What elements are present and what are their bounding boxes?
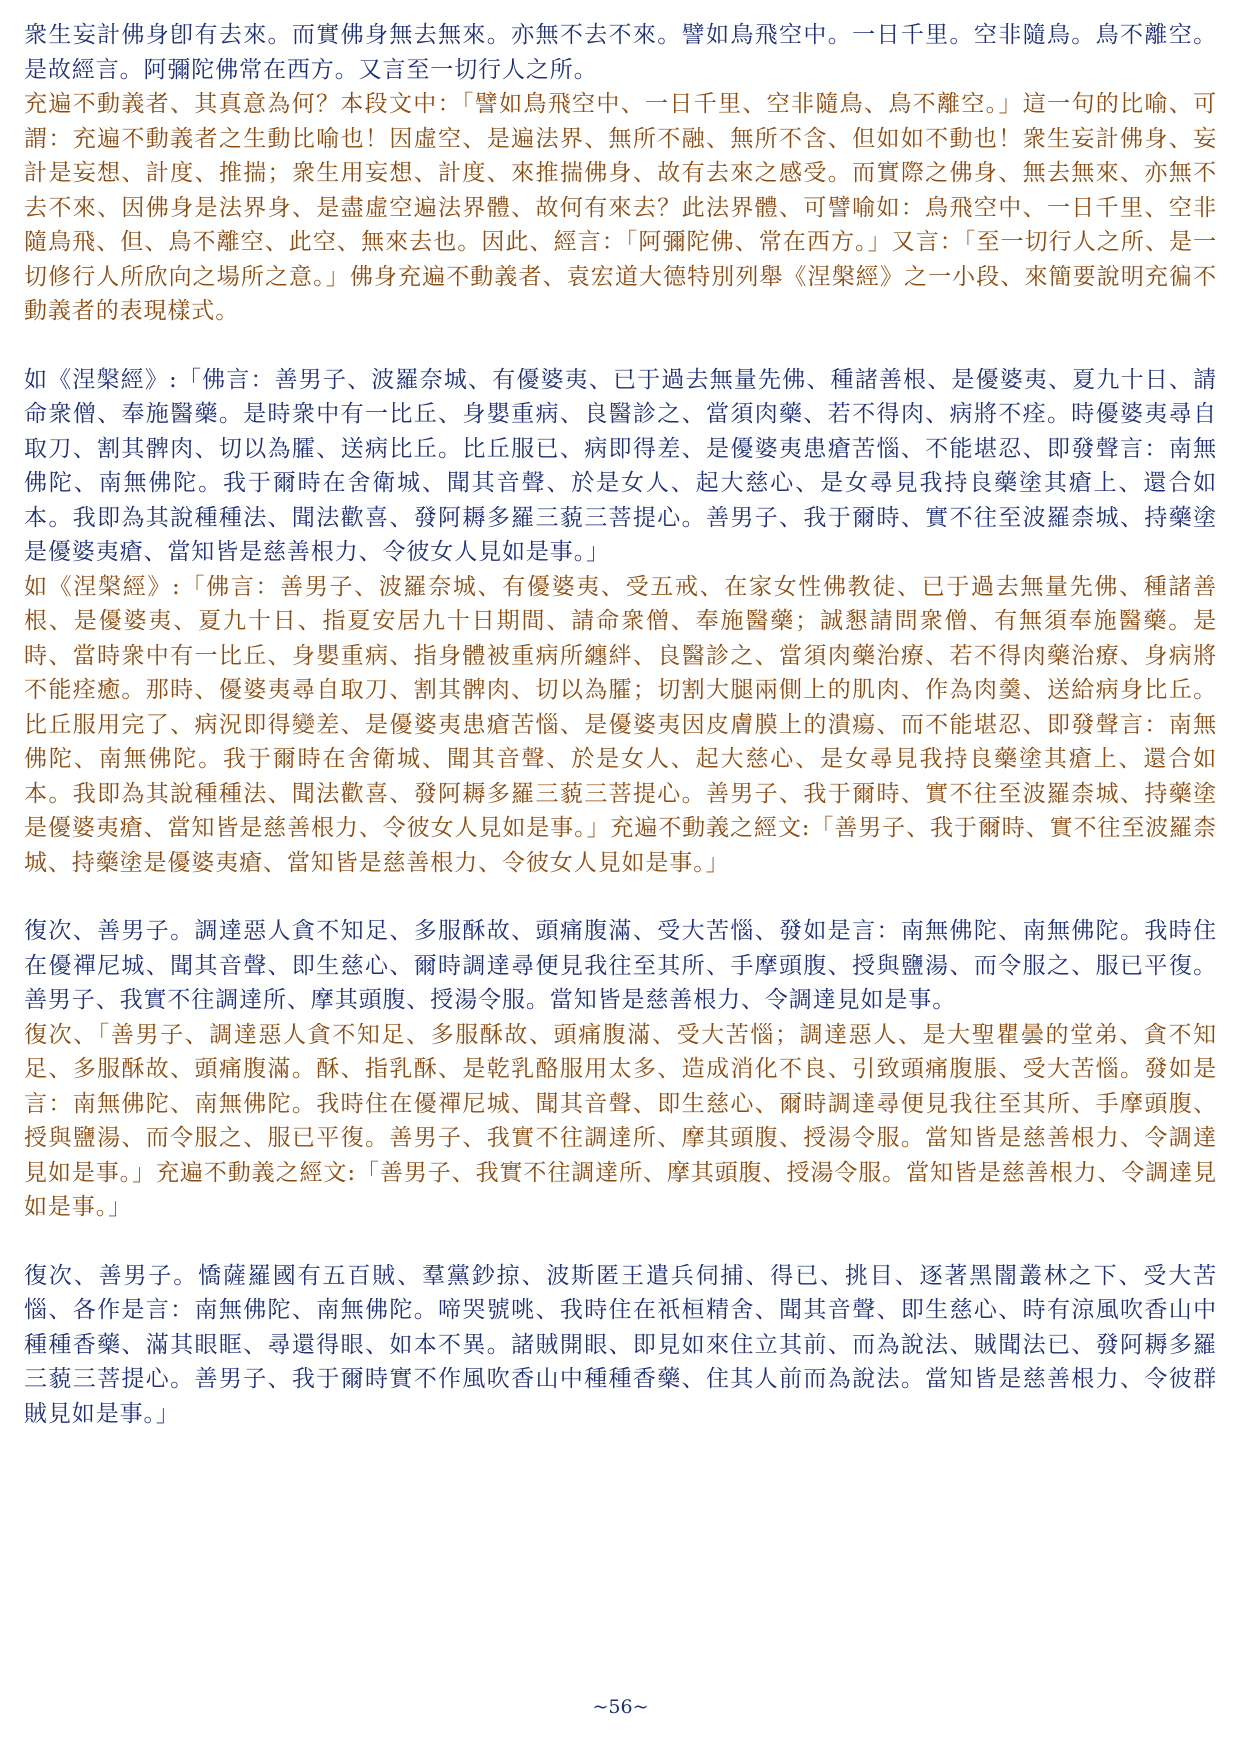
sutra-paragraph: 復次、善男子。憍薩羅國有五百賊、羣黨鈔掠、波斯匿王遣兵伺捕、得已、挑目、逐著黑闇叢林之下、受大苦惱、各作是言：南無佛陀、南無佛陀。啼哭號咷、我時住在祇桓精舍、聞其音聲、即生慈心、時有涼風吹香山中種種香藥、滿其眼眶、尋還得眼、如本不異。諸賊開眼、即見如來住立其前、而為說法、賊聞法已、發阿耨多羅三藐三菩提心。善男子、我于爾時實不作風吹香山中種種香藥、住其人前而為說法。當知皆是慈善根力、令彼群賊見如是事。」 (24, 1262, 1217, 1427)
commentary-paragraph: 如《涅槃經》:「佛言：善男子、波羅奈城、有優婆夷、受五戒、在家女性佛教徒、已于過去無量先佛、種諸善根、是優婆夷、夏九十日、指夏安居九十日期間、請命衆僧、奉施醫藥；誠懇請問衆僧、有無須奉施醫藥。是時、當時衆中有一比丘、身嬰重病、指身體被重病所纏絆、良醫診之、當須肉藥治療、若不得肉藥治療、身病將不能痊癒。那時、優婆夷尋自取刀、割其髀肉、切以為臛；切割大腿兩側上的肌肉、作為肉羹、送給病身比丘。比丘服用完了、病況即得變差、是優婆夷患瘡苦惱、是優婆夷因皮膚膜上的潰瘍、而不能堪忍、即發聲言：南無佛陀、南無佛陀。我于爾時在舍衛城、聞其音聲、於是女人、起大慈心、是女尋見我持良藥塗其瘡上、還合如本。我即為其說種種法、聞法歡喜、發阿耨多羅三藐三菩提心。善男子、我于爾時、實不往至波羅柰城、持藥塗是優婆夷瘡、當知皆是慈善根力、令彼女人見如是事。」充遍不動義之經文:「善男子、我于爾時、實不往至波羅柰城、持藥塗是優婆夷瘡、當知皆是慈善根力、令彼女人見如是事。」 (24, 573, 1217, 876)
paragraph-gap (24, 880, 1217, 914)
commentary-paragraph: 復次、「善男子、調達惡人貪不知足、多服酥故、頭痛腹滿、受大苦惱；調達惡人、是大聖瞿曇的堂弟、貪不知足、多服酥故、頭痛腹滿。酥、指乳酥、是乾乳酪服用太多、造成消化不良、引致頭痛腹脹、受大苦惱。發如是言：南無佛陀、南無佛陀。我時住在優禪尼城、聞其音聲、即生慈心、爾時調達尋便見我往至其所、手摩頭腹、授與鹽湯、而令服之、服已平復。善男子、我實不往調達所、摩其頭腹、授湯令服。當知皆是慈善根力、令調達見如是事。」充遍不動義之經文:「善男子、我實不往調達所、摩其頭腹、授湯令服。當知皆是慈善根力、令調達見如是事。」 (24, 1021, 1217, 1220)
sutra-paragraph: 如《涅槃經》:「佛言：善男子、波羅奈城、有優婆夷、已于過去無量先佛、種諸善根、是優婆夷、夏九十日、請命衆僧、奉施醫藥。是時衆中有一比丘、身嬰重病、良醫診之、當須肉藥、若不得肉、病將不痊。時優婆夷尋自取刀、割其髀肉、切以為臛、送病比丘。比丘服已、病即得差、是優婆夷患瘡苦惱、不能堪忍、即發聲言：南無佛陀、南無佛陀。我于爾時在舍衛城、聞其音聲、於是女人、起大慈心、是女尋見我持良藥塗其瘡上、還合如本。我即為其說種種法、聞法歡喜、發阿耨多羅三藐三菩提心。善男子、我于爾時、實不往至波羅柰城、持藥塗是優婆夷瘡、當知皆是慈善根力、令彼女人見如是事。」 (24, 366, 1217, 565)
page-number: ~56~ (592, 1696, 649, 1718)
sutra-paragraph: 復次、善男子。調達惡人貪不知足、多服酥故、頭痛腹滿、受大苦惱、發如是言：南無佛陀、南無佛陀。我時住在優禪尼城、聞其音聲、即生慈心、爾時調達尋便見我往至其所、手摩頭腹、授與鹽湯、而令服之、服已平復。善男子、我實不往調達所、摩其頭腹、授湯令服。當知皆是慈善根力、令調達見如是事。 (24, 918, 1217, 1013)
sutra-paragraph: 衆生妄計佛身卽有去來。而實佛身無去無來。亦無不去不來。譬如鳥飛空中。一日千里。空非隨鳥。鳥不離空。是故經言。阿彌陀佛常在西方。又言至一切行人之所。 (24, 22, 1217, 83)
paragraph-gap (24, 1225, 1217, 1259)
document-body (24, 18, 1217, 1431)
commentary-paragraph: 充遍不動義者、其真意為何？本段文中：「譬如鳥飛空中、一日千里、空非隨鳥、鳥不離空。」這一句的比喻、可謂：充遍不動義者之生動比喻也！因虛空、是遍法界、無所不融、無所不含、但如如不動也！衆生妄計佛身、妄計是妄想、計度、推揣；衆生用妄想、計度、來推揣佛身、故有去來之感受。而實際之佛身、無去無來、亦無不去不來、因佛身是法界身、是盡虛空遍法界體、故何有來去？此法界體、可譬喻如：鳥飛空中、一日千里、空非隨鳥飛、但、鳥不離空、此空、無來去也。因此、經言：「阿彌陀佛、常在西方。」又言：「至一切行人之所、是一切修行人所欣向之場所之意。」佛身充遍不動義者、袁宏道大德特別列舉《涅槃經》之一小段、來簡要說明充徧不動義者的表現樣式。 (24, 91, 1217, 324)
paragraph-gap (24, 329, 1217, 363)
